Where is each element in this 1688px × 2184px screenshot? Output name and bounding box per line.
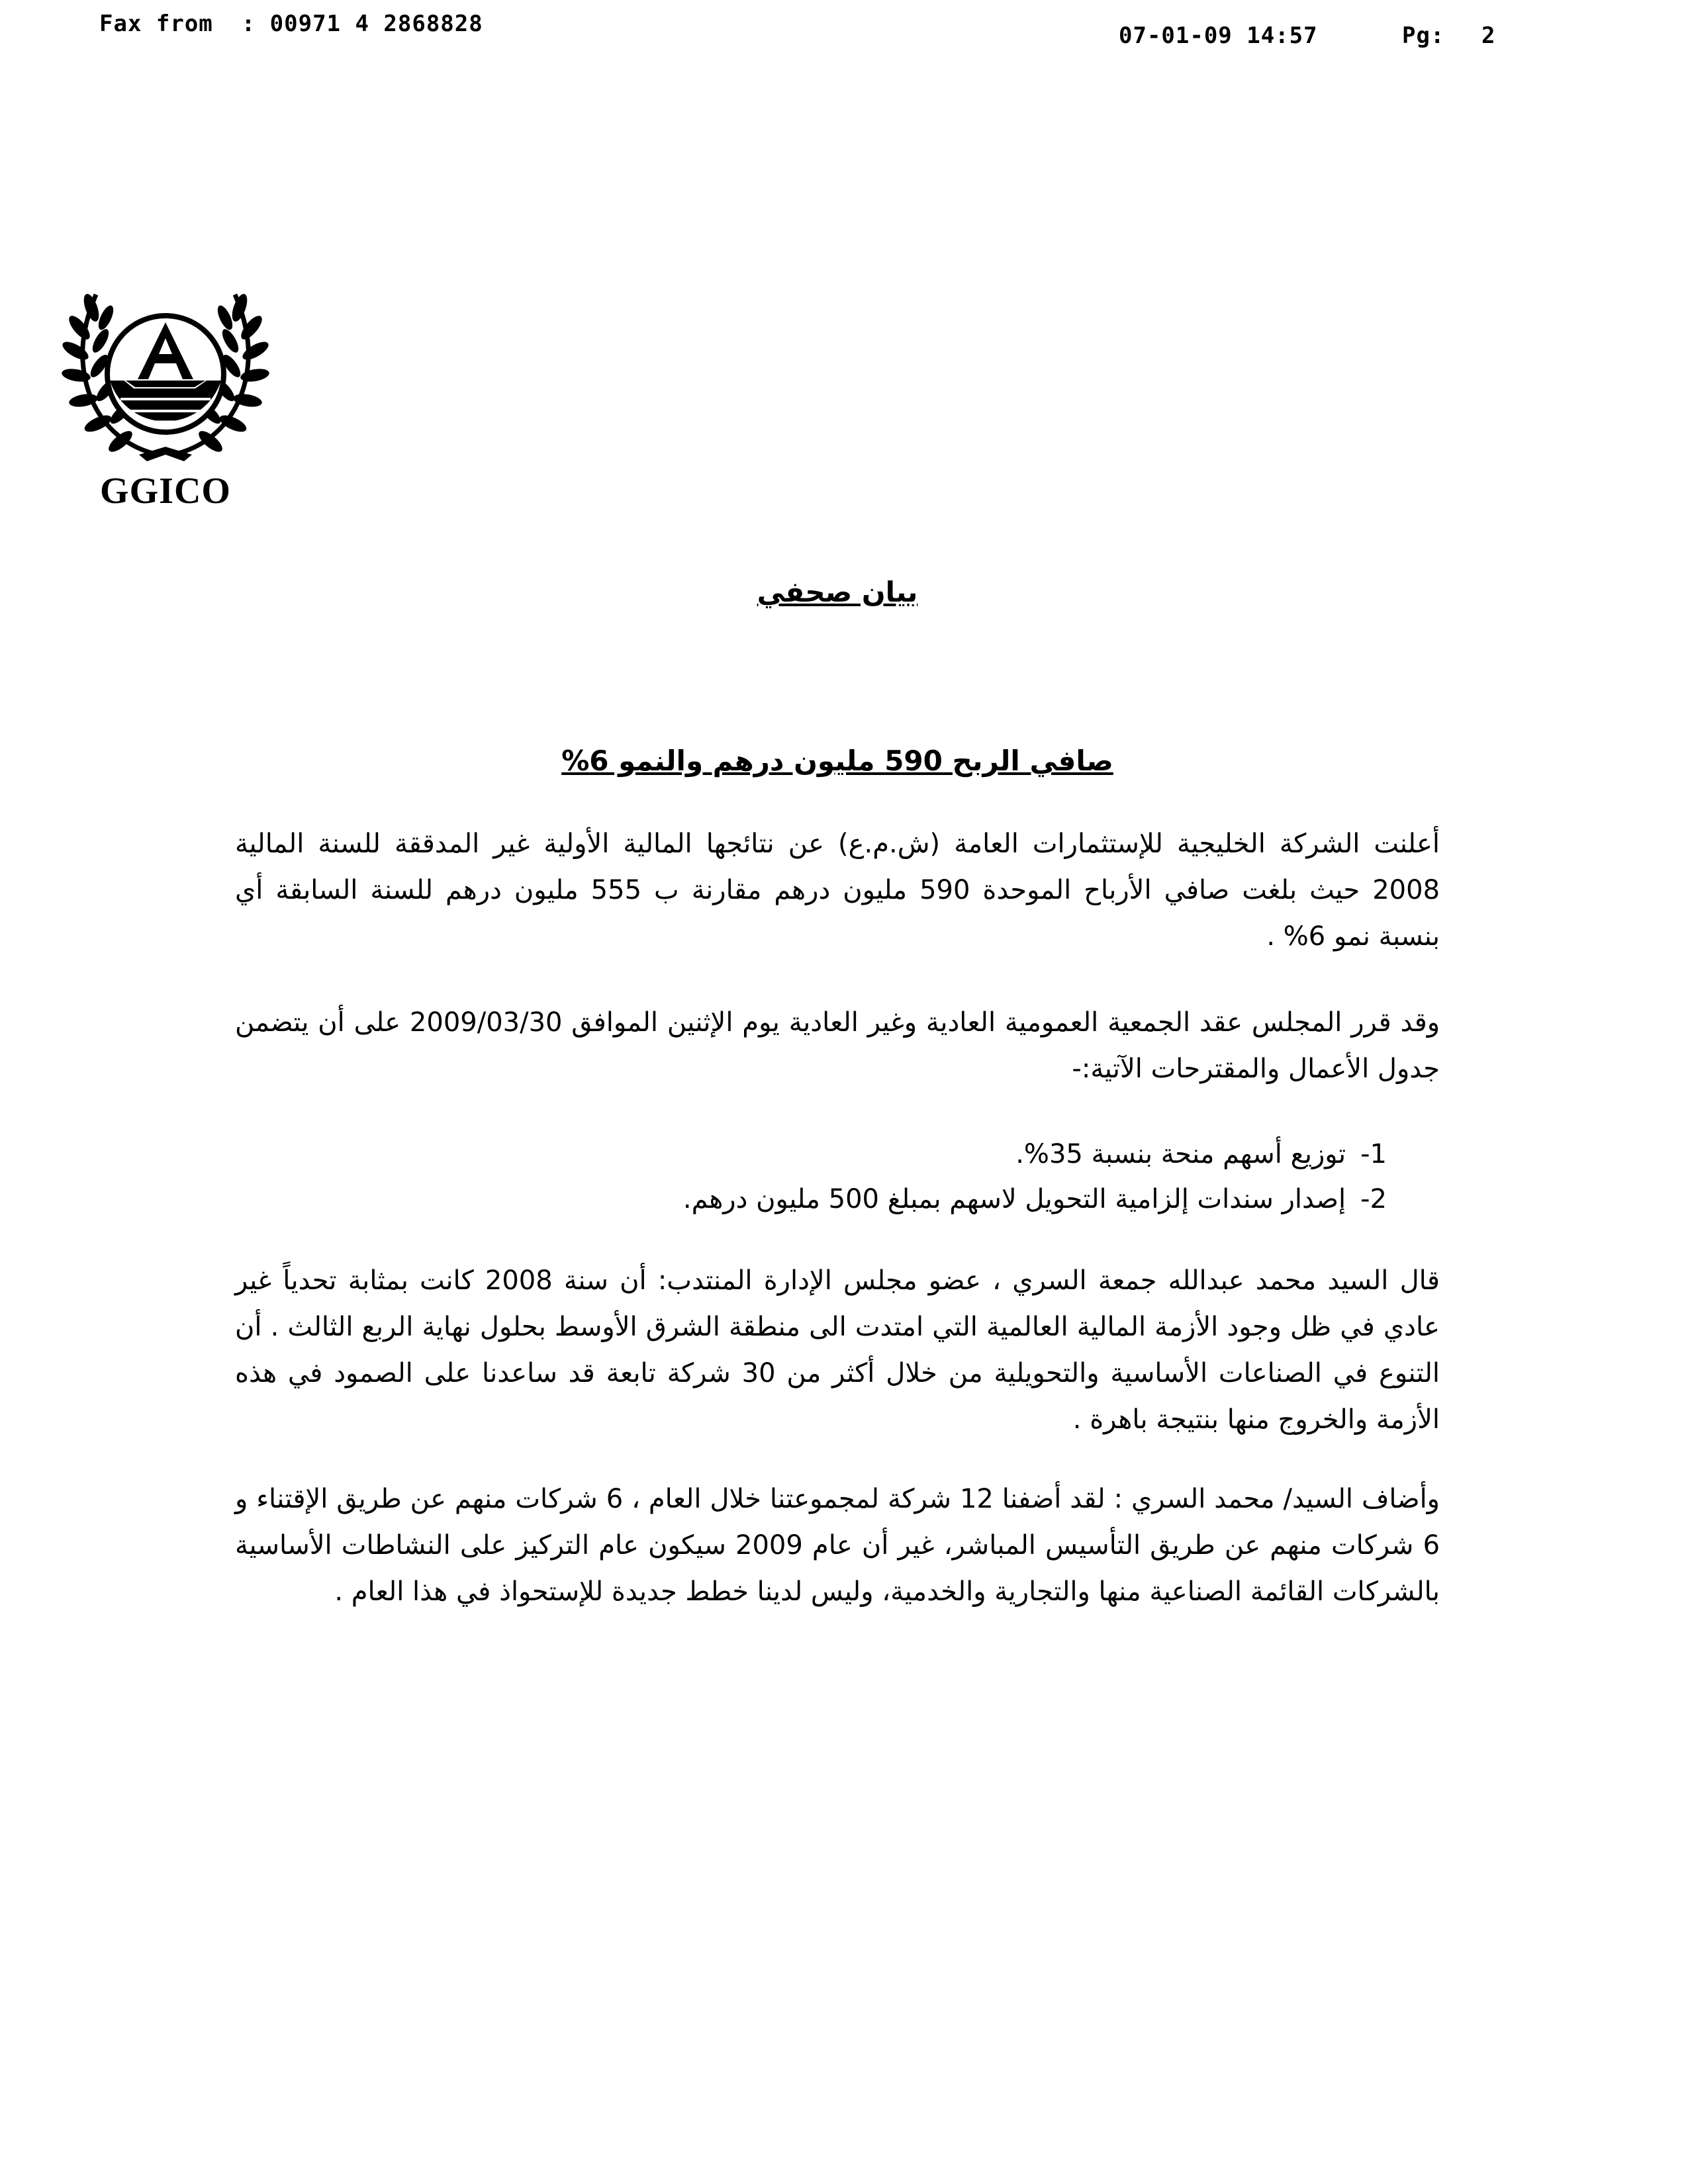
fax-from xyxy=(99,11,483,37)
list-item-number: 1- xyxy=(1360,1139,1387,1169)
fax-datetime: 07-01-09 14:57 xyxy=(1119,23,1318,49)
list-item-text: إصدار سندات إلزامية التحويل لاسهم بمبلغ 500 مليون درهم. xyxy=(682,1184,1346,1214)
company-logo xyxy=(60,281,271,520)
paragraph-acquisitions: وأضاف السيد/ محمد السري : لقد أضفنا 12 شركة لمجموعتنا خلال العام ، 6 شركات منهم عن طريق الإقتناء و 6 شركات منهم عن طريق التأسيس المباشر، غير أن عام 2009 سيكون عام التركيز على النشاطات الأساسية بالشركات القائمة الصناعية منها والتجارية والخدمية، وليس لدينا خطط جديدة للإستحواذ في هذا العام . xyxy=(235,1484,1440,1607)
paragraph-results: أعلنت الشركة الخليجية للإستثمارات العامة (ش.م.ع) عن نتائجها المالية الأولية غير المدققة للسنة المالية 2008 حيث بلغت صافي الأرباح الموحدة 590 مليون درهم مقارنة ب 555 مليون درهم للسنة السابقة أي بنسبة نمو 6% . xyxy=(235,829,1440,952)
laurel-wreath-ship-emblem-icon xyxy=(60,281,271,467)
list-item-number: 2- xyxy=(1360,1184,1387,1214)
fax-from-label: Fax from : xyxy=(99,11,256,37)
list-item xyxy=(235,1177,1440,1222)
fax-from-number: 00971 4 2868828 xyxy=(269,11,483,37)
fax-header xyxy=(0,0,1688,79)
document-title: بيان صحفي xyxy=(757,576,918,608)
paragraph-general-assembly: وقد قرر المجلس عقد الجمعية العمومية العادية وغير العادية يوم الإثنين الموافق 2009/03/30 على أن يتضمن جدول الأعمال والمقترحات الآتية:- xyxy=(235,1007,1440,1084)
agenda-list xyxy=(235,1132,1440,1222)
document-subtitle: صافي الربح 590 مليون درهم والنمو 6% xyxy=(561,745,1113,777)
list-item xyxy=(235,1132,1440,1177)
logo-text: GGICO xyxy=(100,471,231,512)
fax-page-label: Pg: xyxy=(1402,23,1445,49)
fax-page-number: 2 xyxy=(1481,23,1496,49)
paragraph-board-statement: قال السيد محمد عبدالله جمعة السري ، عضو مجلس الإدارة المنتدب: أن سنة 2008 كانت بمثابة تحدياً غير عادي في ظل وجود الأزمة المالية العالمية التي امتدت الى منطقة الشرق الأوسط بحلول نهاية الربع الثالث . أن التنوع في الصناعات الأساسية والتحويلية من خلال أكثر من 30 شركة تابعة قد ساعدنا على الصمود في هذه الأزمة والخروج منها بنتيجة باهرة . xyxy=(235,1265,1440,1435)
list-item-text: توزيع أسهم منحة بنسبة 35%. xyxy=(1015,1139,1346,1169)
